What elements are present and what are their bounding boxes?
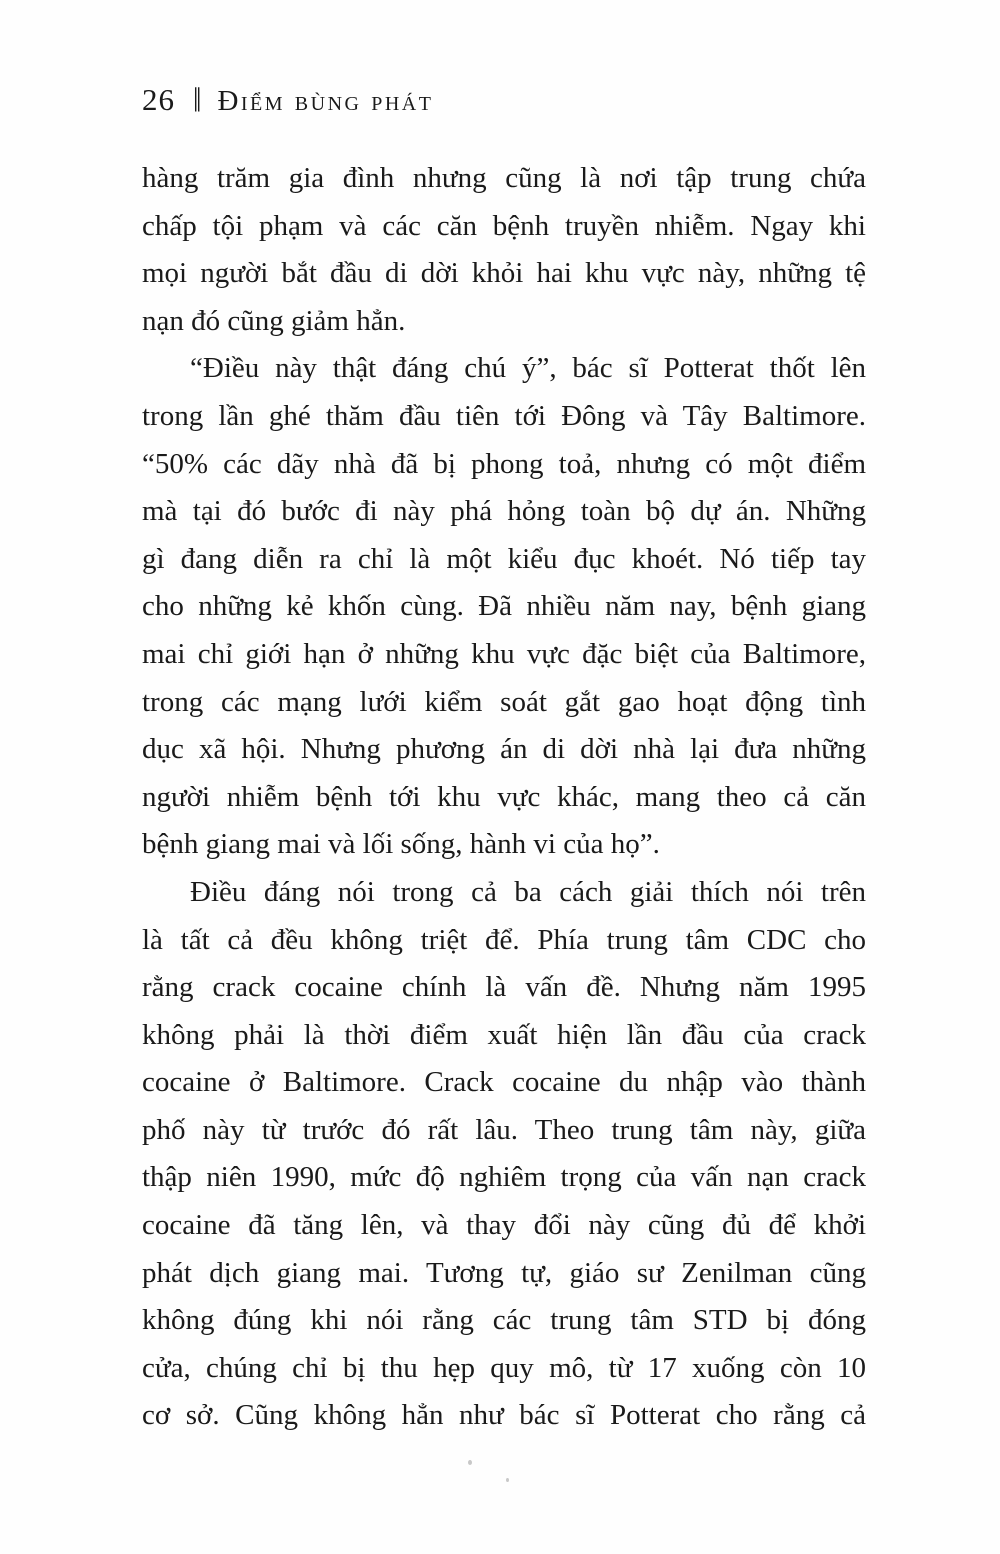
header-separator-icon: ‖ xyxy=(193,81,202,120)
scan-speck xyxy=(468,1460,472,1465)
text-line: trong lần ghé thăm đầu tiên tới Đông và Tây Baltimore. xyxy=(142,399,866,432)
text-line: cửa, chúng chỉ bị thu hẹp quy mô, từ 17 xuống còn 10 xyxy=(142,1351,866,1384)
text-line: người nhiễm bệnh tới khu vực khác, mang theo cả căn xyxy=(142,780,866,813)
page-number: 26 xyxy=(142,82,175,117)
text-line: phát dịch giang mai. Tương tự, giáo sư Zenilman cũng xyxy=(142,1256,866,1289)
text-line: hàng trăm gia đình nhưng cũng là nơi tập trung chứa xyxy=(142,162,866,194)
running-title: Điểm bùng phát xyxy=(217,85,434,117)
text-line: trong các mạng lưới kiểm soát gắt gao hoạt động tình xyxy=(142,685,866,718)
text-line: thập niên 1990, mức độ nghiêm trọng của vấn nạn crack xyxy=(142,1161,866,1194)
text-line: nạn đó cũng giảm hẳn. xyxy=(142,304,406,337)
text-line: là tất cả đều không triệt để. Phía trung tâm CDC cho xyxy=(142,923,866,956)
text-line: phố này từ trước đó rất lâu. Theo trung tâm này, giữa xyxy=(142,1113,866,1146)
page-header xyxy=(142,82,433,118)
text-line: không phải là thời điểm xuất hiện lần đầu của crack xyxy=(142,1018,866,1051)
text-line: cocaine đã tăng lên, và thay đổi này cũng đủ để khởi xyxy=(142,1209,866,1242)
text-line: mà tại đó bước đi này phá hỏng toàn bộ dự án. Những xyxy=(142,495,866,528)
text-line: chấp tội phạm và các căn bệnh truyền nhiễm. Ngay khi xyxy=(142,209,866,242)
text-line: mai chỉ giới hạn ở những khu vực đặc biệt của Baltimore, xyxy=(142,637,866,670)
scan-speck xyxy=(506,1478,509,1482)
text-line: không đúng khi nói rằng các trung tâm STD bị đóng xyxy=(142,1304,866,1337)
text-line: Điều đáng nói trong cả ba cách giải thích nói trên xyxy=(190,875,866,908)
text-line: mọi người bắt đầu di dời khỏi hai khu vực này, những tệ xyxy=(142,257,866,290)
text-line: cơ sở. Cũng không hẳn như bác sĩ Potterat cho rằng cả xyxy=(142,1399,866,1432)
text-line: rằng crack cocaine chính là vấn đề. Nhưng năm 1995 xyxy=(142,971,866,1004)
text-line: “50% các dãy nhà đã bị phong toả, nhưng có một điểm xyxy=(142,447,866,480)
text-line: cocaine ở Baltimore. Crack cocaine du nhập vào thành xyxy=(142,1066,866,1099)
text-line: bệnh giang mai và lối sống, hành vi của họ”. xyxy=(142,828,660,861)
page-body xyxy=(142,155,866,1440)
text-line: dục xã hội. Nhưng phương án di dời nhà lại đưa những xyxy=(142,733,866,766)
text-line: “Điều này thật đáng chú ý”, bác sĩ Potterat thốt lên xyxy=(190,352,866,385)
text-line: cho những kẻ khốn cùng. Đã nhiều năm nay, bệnh giang xyxy=(142,590,866,623)
text-line: gì đang diễn ra chỉ là một kiểu đục khoét. Nó tiếp tay xyxy=(142,542,866,575)
